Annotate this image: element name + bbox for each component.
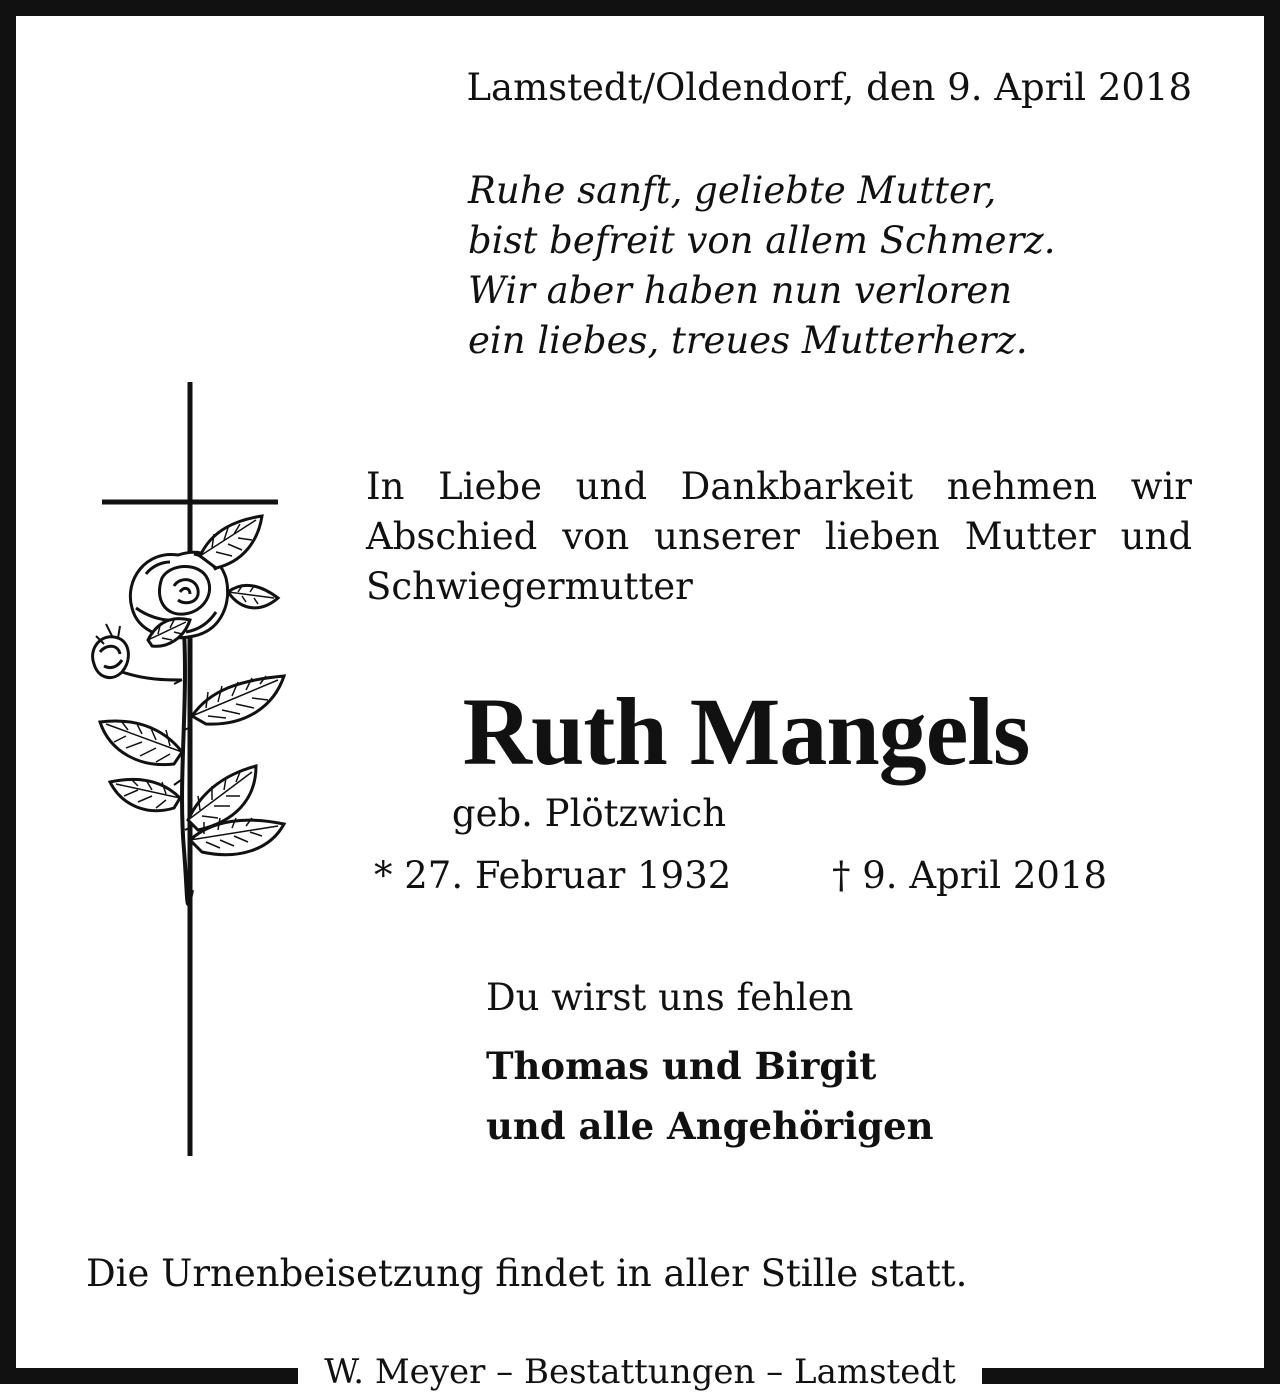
miss-line: Du wirst uns fehlen — [486, 976, 854, 1019]
birth-date: * 27. Februar 1932 — [374, 854, 732, 897]
mourner-line: und alle Angehörigen — [486, 1104, 934, 1148]
undertaker-footer: W. Meyer – Bestattungen – Lamstedt — [324, 1352, 956, 1392]
intro-text — [366, 462, 1192, 612]
intro-line: Abschied von unserer lieben Mutter und — [366, 515, 1192, 558]
poem-line: Wir aber haben nun verloren — [468, 269, 1013, 312]
intro-line: In Liebe und Dankbarkeit nehmen wir — [366, 465, 1192, 508]
frame-bottom-right-border — [982, 1368, 1264, 1384]
birth-name — [366, 792, 1280, 835]
frame-top-border — [0, 0, 1280, 16]
poem-line: bist befreit von allem Schmerz. — [468, 219, 1056, 262]
cross-with-rose-icon — [66, 380, 296, 1160]
frame-bottom-left-border — [16, 1368, 298, 1384]
frame-right-border — [1264, 0, 1280, 1384]
poem — [468, 166, 1056, 366]
place-date: Lamstedt/Oldendorf, den 9. April 2018 — [466, 66, 1192, 109]
poem-line: Ruhe sanft, geliebte Mutter, — [468, 169, 997, 212]
burial-note: Die Urnenbeisetzung findet in aller Stille statt. — [86, 1252, 968, 1295]
frame-left-border — [0, 0, 16, 1384]
intro-line: Schwiegermutter — [366, 565, 693, 608]
poem-line: ein liebes, treues Mutterherz. — [468, 319, 1028, 362]
deceased-name: Ruth Mangels — [462, 678, 1030, 785]
birth-name-text: geb. Plötzwich — [451, 792, 727, 835]
death-date: † 9. April 2018 — [832, 854, 1108, 897]
mourner-line: Thomas und Birgit — [486, 1044, 877, 1088]
